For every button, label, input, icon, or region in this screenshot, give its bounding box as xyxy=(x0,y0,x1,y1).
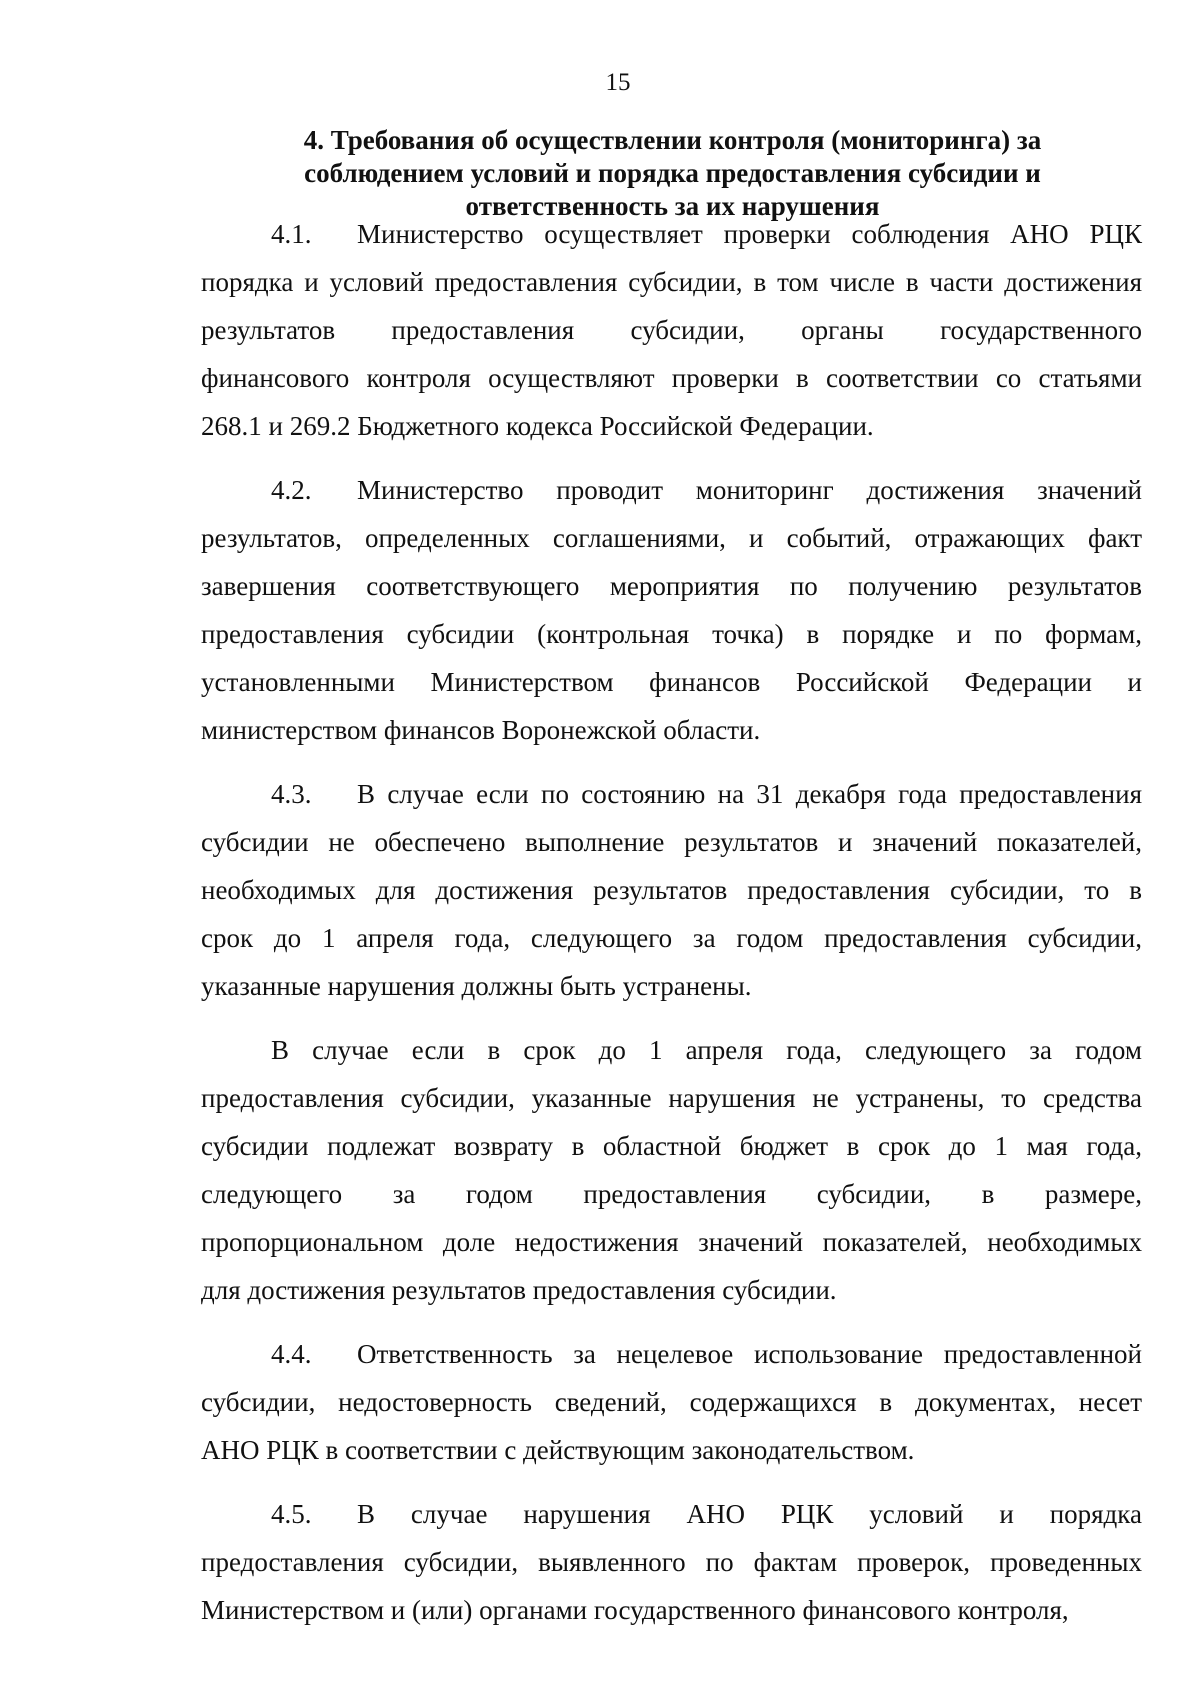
paragraph-text: для достижения результатов предоставления субсидии. xyxy=(201,1275,837,1305)
section-heading-line: 4. Требования об осуществлении контроля (мониторинга) за xyxy=(303,125,1042,155)
paragraph-text: установленными Министерством финансов Российской Федерации и xyxy=(201,667,1142,697)
paragraph-text: Ответственность за нецелевое использование предоставленной xyxy=(357,1339,1142,1369)
paragraph-text: субсидии не обеспечено выполнение результатов и значений показателей, xyxy=(201,827,1142,857)
paragraph-line xyxy=(201,1426,1142,1474)
paragraph-text: Министерством и (или) органами государственного финансового контроля, xyxy=(201,1595,1069,1625)
paragraph-line xyxy=(201,1074,1142,1122)
paragraph-number: 4.5. xyxy=(271,1499,312,1529)
paragraph xyxy=(201,1330,1142,1474)
paragraph xyxy=(201,1026,1142,1314)
paragraph-text: Министерство проводит мониторинг достижения значений xyxy=(357,475,1142,505)
paragraph-line xyxy=(201,1538,1142,1586)
paragraph-number: 4.2. xyxy=(271,475,312,505)
section-heading-line: ответственность за их нарушения xyxy=(465,191,880,221)
document-body xyxy=(201,210,1142,1634)
paragraph-line xyxy=(201,1378,1142,1426)
paragraph-text: порядка и условий предоставления субсидии, в том числе в части достижения xyxy=(201,267,1142,297)
paragraph-text: предоставления субсидии, указанные нарушения не устранены, то средства xyxy=(201,1083,1142,1113)
paragraph-line xyxy=(201,1266,1142,1314)
paragraph-line xyxy=(201,466,1142,514)
paragraph-text: необходимых для достижения результатов предоставления субсидии, то в xyxy=(201,875,1142,905)
paragraph-line xyxy=(201,402,1142,450)
paragraph-text: следующего за годом предоставления субсидии, в размере, xyxy=(201,1179,1142,1209)
paragraph-line xyxy=(201,258,1142,306)
paragraph-line xyxy=(201,354,1142,402)
paragraph-line xyxy=(201,962,1142,1010)
paragraph-text: результатов предоставления субсидии, органы государственного xyxy=(201,315,1142,345)
paragraph-text: предоставления субсидии (контрольная точка) в порядке и по формам, xyxy=(201,619,1142,649)
paragraph-text: субсидии подлежат возврату в областной бюджет в срок до 1 мая года, xyxy=(201,1131,1142,1161)
paragraph-line xyxy=(201,1122,1142,1170)
section-heading xyxy=(205,124,1140,223)
paragraph-line xyxy=(201,914,1142,962)
paragraph-text: 268.1 и 269.2 Бюджетного кодекса Российской Федерации. xyxy=(201,411,874,441)
paragraph-line xyxy=(201,866,1142,914)
paragraph-line xyxy=(201,514,1142,562)
paragraph-text: финансового контроля осуществляют проверки в соответствии со статьями xyxy=(201,363,1142,393)
paragraph-number: 4.3. xyxy=(271,779,312,809)
paragraph xyxy=(201,770,1142,1010)
paragraph-line xyxy=(201,610,1142,658)
paragraph-line xyxy=(201,210,1142,258)
paragraph-line xyxy=(201,1170,1142,1218)
paragraph-text: срок до 1 апреля года, следующего за годом предоставления субсидии, xyxy=(201,923,1142,953)
paragraph-line xyxy=(201,1330,1142,1378)
section-heading-line: соблюдением условий и порядка предоставления субсидии и xyxy=(304,158,1041,188)
paragraph-number: 4.4. xyxy=(271,1339,312,1369)
paragraph-line xyxy=(201,1218,1142,1266)
paragraph-line xyxy=(201,562,1142,610)
paragraph-line xyxy=(201,1586,1142,1634)
paragraph-line xyxy=(201,1490,1142,1538)
paragraph-text: министерством финансов Воронежской области. xyxy=(201,715,761,745)
paragraph-line xyxy=(201,770,1142,818)
paragraph-text: Министерство осуществляет проверки соблюдения АНО РЦК xyxy=(357,219,1142,249)
paragraph-text: В случае если в срок до 1 апреля года, следующего за годом xyxy=(271,1035,1142,1065)
paragraph-text: В случае если по состоянию на 31 декабря года предоставления xyxy=(357,779,1142,809)
page-number: 15 xyxy=(605,69,631,96)
paragraph-text: пропорциональном доле недостижения значений показателей, необходимых xyxy=(201,1227,1142,1257)
paragraph-text: В случае нарушения АНО РЦК условий и порядка xyxy=(357,1499,1142,1529)
paragraph-number: 4.1. xyxy=(271,219,312,249)
paragraph-line xyxy=(201,1026,1142,1074)
paragraph-text: предоставления субсидии, выявленного по фактам проверок, проведенных xyxy=(201,1547,1142,1577)
paragraph-line xyxy=(201,658,1142,706)
paragraph-text: завершения соответствующего мероприятия по получению результатов xyxy=(201,571,1142,601)
paragraph-text: АНО РЦК в соответствии с действующим законодательством. xyxy=(201,1435,915,1465)
paragraph-line xyxy=(201,706,1142,754)
paragraph xyxy=(201,210,1142,450)
paragraph-line xyxy=(201,306,1142,354)
paragraph xyxy=(201,466,1142,754)
paragraph-line xyxy=(201,818,1142,866)
paragraph-text: субсидии, недостоверность сведений, содержащихся в документах, несет xyxy=(201,1387,1142,1417)
paragraph-text: результатов, определенных соглашениями, и событий, отражающих факт xyxy=(201,523,1142,553)
paragraph-text: указанные нарушения должны быть устранены. xyxy=(201,971,752,1001)
paragraph xyxy=(201,1490,1142,1634)
